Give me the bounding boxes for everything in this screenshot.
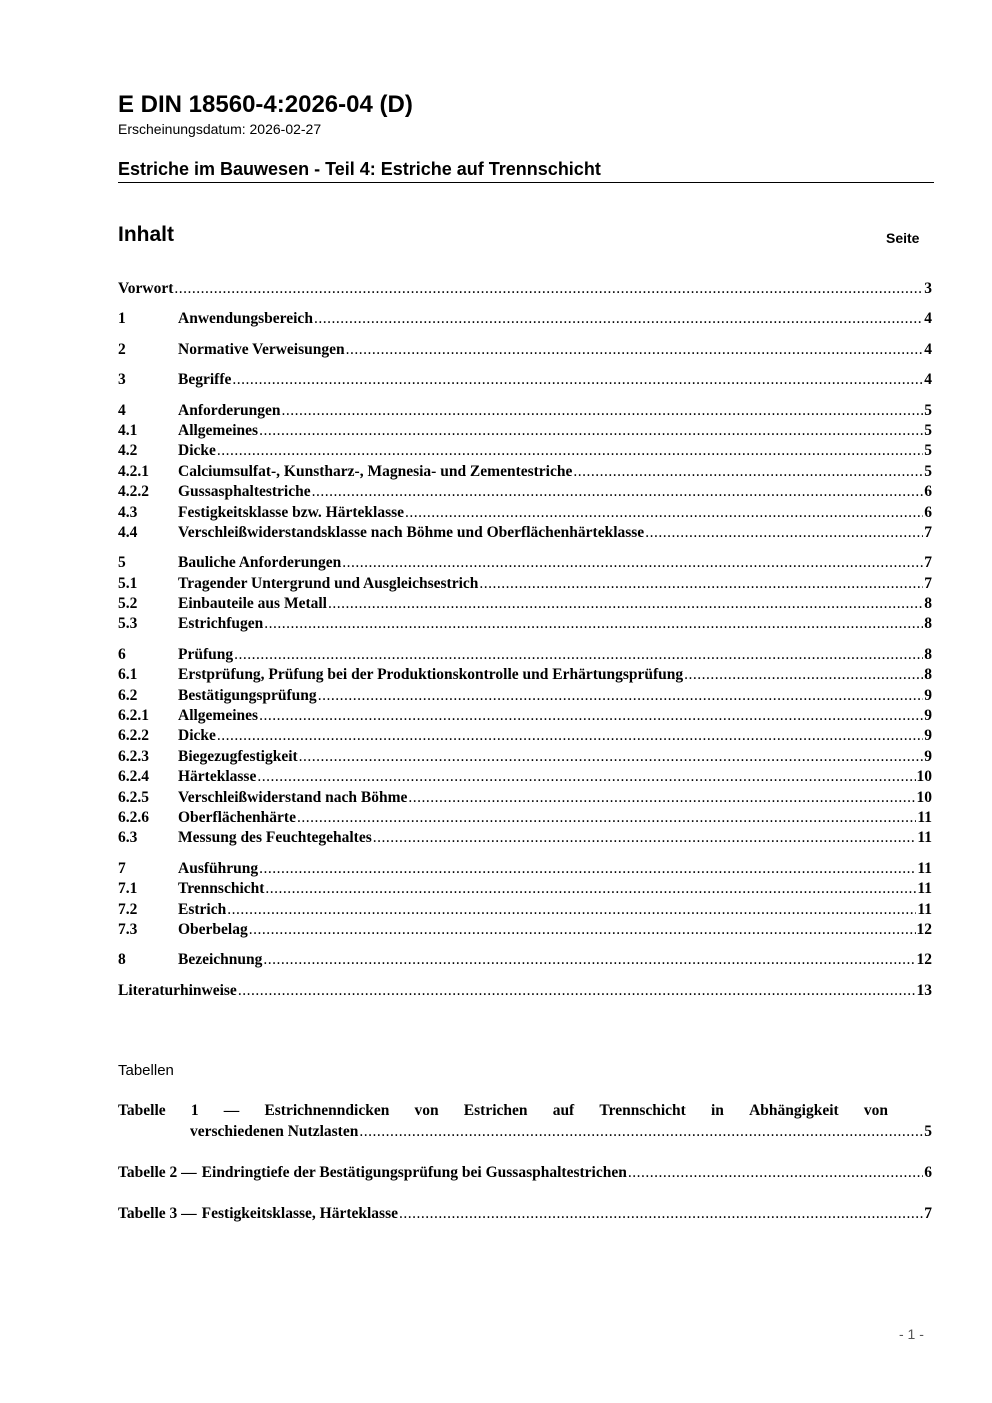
toc-entry-label: Verschleißwiderstandsklasse nach Böhme und Oberflächenhärteklasse xyxy=(178,523,645,541)
toc-entry-label: Messung des Feuchtegehaltes xyxy=(178,829,372,847)
toc-entry-label: Anwendungsbereich xyxy=(178,310,313,328)
toc-entry-label: Begriffe xyxy=(178,371,232,389)
toc-entry-number: 5.3 xyxy=(118,615,138,633)
toc-entry-number: 6.1 xyxy=(118,666,138,684)
dot-leader xyxy=(373,828,917,848)
table-entry-word: auf xyxy=(552,1102,575,1119)
dot-leader xyxy=(174,279,923,299)
toc-entry-page: 11 xyxy=(917,900,932,918)
toc-entry-page: 6 xyxy=(924,503,932,521)
toc-entry[interactable] xyxy=(118,645,932,665)
toc-entry[interactable] xyxy=(118,503,932,523)
table-entry-word: Abhängigkeit xyxy=(749,1102,839,1119)
toc-entry-label: Calciumsulfat-, Kunstharz-, Magnesia- und Zementestriche xyxy=(178,462,573,480)
toc-entry-page: 9 xyxy=(924,707,932,725)
toc-entry-number: 7.1 xyxy=(118,880,138,898)
toc-entry-label: Prüfung xyxy=(178,645,234,663)
toc-entry-number: 7.2 xyxy=(118,900,138,918)
list-of-tables xyxy=(118,1100,932,1244)
toc-entry[interactable] xyxy=(118,767,932,787)
dot-leader xyxy=(479,574,923,594)
toc-entry-page: 5 xyxy=(924,442,932,460)
document-id: E DIN 18560-4:2026-04 (D) xyxy=(118,91,413,118)
dot-leader xyxy=(684,665,923,685)
toc-entry-label: Normative Verweisungen xyxy=(178,340,345,358)
toc-entry-number: Literaturhinweise xyxy=(118,981,237,999)
toc-entry-label: Estrichfugen xyxy=(178,615,264,633)
toc-entry-page: 7 xyxy=(924,554,932,572)
toc-entry-label: Dicke xyxy=(178,442,216,460)
toc-entry-label: Anforderungen xyxy=(178,401,281,419)
dot-leader xyxy=(265,879,916,899)
toc-entry-page: 9 xyxy=(924,686,932,704)
dot-leader xyxy=(259,859,916,879)
toc-entry[interactable] xyxy=(118,401,932,421)
table-entry-word: Tabelle xyxy=(118,1102,166,1119)
toc-entry-label: Allgemeines xyxy=(178,421,259,439)
toc-entry[interactable] xyxy=(118,665,932,685)
dot-leader xyxy=(342,553,923,573)
toc-entry-label: Estrich xyxy=(178,900,227,918)
toc-entry[interactable] xyxy=(118,421,932,441)
publication-date: Erscheinungsdatum: 2026-02-27 xyxy=(118,121,322,137)
table-entry-page: 6 xyxy=(924,1164,932,1181)
toc-entry-number: 4.4 xyxy=(118,523,138,541)
toc-entry[interactable] xyxy=(118,828,932,848)
toc-entry-label: Trennschicht xyxy=(178,880,265,898)
toc-entry-page: 13 xyxy=(916,981,932,999)
tables-heading: Tabellen xyxy=(118,1062,174,1079)
page-column-label: Seite xyxy=(886,230,920,246)
toc-entry[interactable] xyxy=(118,981,932,1001)
toc-entry-label: Oberbelag xyxy=(178,920,248,938)
toc-entry-number: Vorwort xyxy=(118,280,174,297)
toc-entry-label: Bestätigungsprüfung xyxy=(178,686,317,704)
toc-entry-page: 4 xyxy=(924,371,932,389)
table-entry-word: 1 xyxy=(190,1102,199,1119)
dot-leader xyxy=(259,706,923,726)
table-of-contents xyxy=(118,279,932,1001)
toc-entry-number: 6.2.4 xyxy=(118,768,149,786)
toc-entry[interactable] xyxy=(118,950,932,970)
dot-leader xyxy=(249,920,916,940)
toc-entry[interactable] xyxy=(118,788,932,808)
dot-leader xyxy=(259,421,923,441)
toc-entry-number: 6.2.5 xyxy=(118,788,149,806)
toc-entry-number: 1 xyxy=(118,310,126,328)
table-list-entry[interactable] xyxy=(118,1203,932,1224)
toc-entry-label: Einbauteile aus Metall xyxy=(178,595,327,613)
table-entry-prefix: Tabelle 3 — xyxy=(118,1205,197,1222)
toc-entry[interactable] xyxy=(118,594,932,614)
toc-entry-page: 12 xyxy=(916,951,932,969)
table-entry-prefix: Tabelle 2 — xyxy=(118,1164,197,1181)
toc-entry-page: 5 xyxy=(924,421,932,439)
dot-leader xyxy=(408,788,915,808)
document-title: Estriche im Bauwesen - Teil 4: Estriche auf Trennschicht xyxy=(118,159,601,179)
toc-entry-page: 11 xyxy=(917,880,932,898)
table-entry-word: von xyxy=(863,1102,888,1119)
toc-entry-page: 7 xyxy=(924,574,932,592)
toc-entry[interactable] xyxy=(118,706,932,726)
table-entry-word: Estrichen xyxy=(463,1102,528,1119)
dot-leader xyxy=(297,808,916,828)
toc-entry[interactable] xyxy=(118,309,932,329)
table-entry-word: von xyxy=(414,1102,439,1119)
toc-entry[interactable] xyxy=(118,726,932,746)
toc-entry-number: 3 xyxy=(118,371,126,389)
toc-entry-number: 6 xyxy=(118,645,126,663)
toc-entry-label: Festigkeitsklasse bzw. Härteklasse xyxy=(178,503,405,521)
toc-entry[interactable] xyxy=(118,900,932,920)
toc-entry[interactable] xyxy=(118,553,932,573)
dot-leader xyxy=(264,614,923,634)
table-list-entry[interactable] xyxy=(118,1162,932,1183)
toc-entry[interactable] xyxy=(118,879,932,899)
dot-leader xyxy=(312,482,924,502)
toc-entry-page: 11 xyxy=(917,808,932,826)
footer-page-number: - 1 - xyxy=(899,1326,924,1342)
toc-entry-number: 4.2 xyxy=(118,442,138,460)
toc-entry[interactable] xyxy=(118,462,932,482)
toc-entry-number: 4.3 xyxy=(118,503,138,521)
toc-entry[interactable] xyxy=(118,574,932,594)
toc-entry-page: 9 xyxy=(924,727,932,745)
toc-entry-number: 5.2 xyxy=(118,595,138,613)
toc-entry-label: Oberflächenhärte xyxy=(178,808,296,826)
toc-entry-number: 2 xyxy=(118,340,126,358)
toc-entry-number: 7 xyxy=(118,859,126,877)
toc-entry-page: 11 xyxy=(917,859,932,877)
dot-leader xyxy=(281,401,923,421)
toc-entry[interactable] xyxy=(118,370,932,390)
table-entry-first-line xyxy=(118,1100,932,1121)
dot-leader xyxy=(573,462,923,482)
dot-leader xyxy=(217,726,923,746)
table-entry-word: in xyxy=(711,1102,724,1119)
toc-entry-label: Gussasphaltestriche xyxy=(178,483,311,501)
dot-leader xyxy=(234,645,923,665)
toc-entry-number: 4 xyxy=(118,401,126,419)
toc-entry-number: 6.2.2 xyxy=(118,727,149,745)
toc-entry-label: Allgemeines xyxy=(178,707,259,725)
toc-entry-page: 5 xyxy=(924,462,932,480)
toc-entry-number: 4.2.2 xyxy=(118,483,149,501)
toc-entry[interactable] xyxy=(118,482,932,502)
toc-entry-page: 4 xyxy=(924,310,932,328)
table-entry-label-continued: verschiedenen Nutzlasten xyxy=(190,1123,359,1140)
toc-entry-label: Bezeichnung xyxy=(178,951,263,969)
toc-entry-number: 8 xyxy=(118,951,126,969)
table-entry-word: Trennschicht xyxy=(599,1102,686,1119)
toc-entry-number: 7.3 xyxy=(118,920,138,938)
toc-entry-label: Verschleißwiderstand nach Böhme xyxy=(178,788,408,806)
dot-leader xyxy=(263,950,915,970)
toc-entry-label: Dicke xyxy=(178,727,216,745)
dot-leader xyxy=(232,370,923,390)
toc-entry[interactable] xyxy=(118,747,932,767)
table-entry-word: — xyxy=(223,1102,240,1119)
dot-leader xyxy=(628,1162,923,1183)
toc-entry-label: Tragender Untergrund und Ausgleichsestrich xyxy=(178,574,479,592)
toc-entry-number: 5.1 xyxy=(118,574,138,592)
toc-entry-number: 4.1 xyxy=(118,421,138,439)
dot-leader xyxy=(314,309,923,329)
dot-leader xyxy=(238,981,916,1001)
toc-entry-page: 7 xyxy=(924,523,932,541)
toc-entry-number: 6.2.3 xyxy=(118,747,149,765)
toc-entry-page: 8 xyxy=(924,595,932,613)
toc-entry-page: 6 xyxy=(924,483,932,501)
toc-entry-number: 6.3 xyxy=(118,829,138,847)
toc-entry-label: Bauliche Anforderungen xyxy=(178,554,342,572)
dot-leader xyxy=(328,594,923,614)
toc-entry-page: 8 xyxy=(924,666,932,684)
table-entry-line xyxy=(118,1162,932,1183)
table-entry-second-line xyxy=(118,1121,932,1142)
toc-entry[interactable] xyxy=(118,686,932,706)
table-entry-word: Estrichnenndicken xyxy=(264,1102,390,1119)
toc-entry-page: 10 xyxy=(916,768,932,786)
table-entry-label: Festigkeitsklasse, Härteklasse xyxy=(201,1205,398,1222)
dot-leader xyxy=(217,441,923,461)
toc-entry-page: 4 xyxy=(924,340,932,358)
toc-entry-label: Härteklasse xyxy=(178,768,257,786)
toc-entry-page: 8 xyxy=(924,615,932,633)
table-entry-page: 5 xyxy=(924,1123,932,1140)
toc-heading: Inhalt xyxy=(118,223,174,246)
table-entry-line xyxy=(118,1203,932,1224)
toc-entry-page: 8 xyxy=(924,645,932,663)
toc-entry[interactable] xyxy=(118,340,932,360)
toc-entry-label: Erstprüfung, Prüfung bei der Produktionskontrolle und Erhärtungsprüfung xyxy=(178,666,684,684)
dot-leader xyxy=(257,767,915,787)
toc-entry-label: Biegezugfestigkeit xyxy=(178,747,298,765)
toc-entry[interactable] xyxy=(118,859,932,879)
toc-entry[interactable] xyxy=(118,523,932,543)
dot-leader xyxy=(346,340,924,360)
table-list-entry[interactable] xyxy=(118,1100,932,1142)
toc-entry[interactable] xyxy=(118,920,932,940)
dot-leader xyxy=(359,1121,923,1142)
dot-leader xyxy=(318,686,924,706)
title-underline xyxy=(118,182,934,183)
toc-entry-page: 5 xyxy=(924,401,932,419)
toc-entry[interactable] xyxy=(118,808,932,828)
toc-entry-number: 4.2.1 xyxy=(118,462,149,480)
toc-entry[interactable] xyxy=(118,441,932,461)
dot-leader xyxy=(405,503,923,523)
toc-entry-number: 6.2.6 xyxy=(118,808,149,826)
toc-entry-number: 6.2 xyxy=(118,686,138,704)
toc-entry[interactable] xyxy=(118,614,932,634)
dot-leader xyxy=(299,747,924,767)
toc-entry-page: 11 xyxy=(917,829,932,847)
toc-entry-label: Ausführung xyxy=(178,859,259,877)
toc-entry-number: 6.2.1 xyxy=(118,707,149,725)
table-entry-label: Eindringtiefe der Bestätigungsprüfung bei Gussasphaltestrichen xyxy=(201,1164,627,1181)
toc-entry-number: 5 xyxy=(118,554,126,572)
table-entry-page: 7 xyxy=(924,1205,932,1222)
toc-entry-page: 10 xyxy=(916,788,932,806)
dot-leader xyxy=(399,1203,923,1224)
toc-entry-page: 9 xyxy=(924,747,932,765)
dot-leader xyxy=(645,523,923,543)
toc-entry-page: 3 xyxy=(924,280,932,297)
toc-entry-page: 12 xyxy=(916,920,932,938)
dot-leader xyxy=(227,900,916,920)
toc-entry[interactable] xyxy=(118,279,932,299)
